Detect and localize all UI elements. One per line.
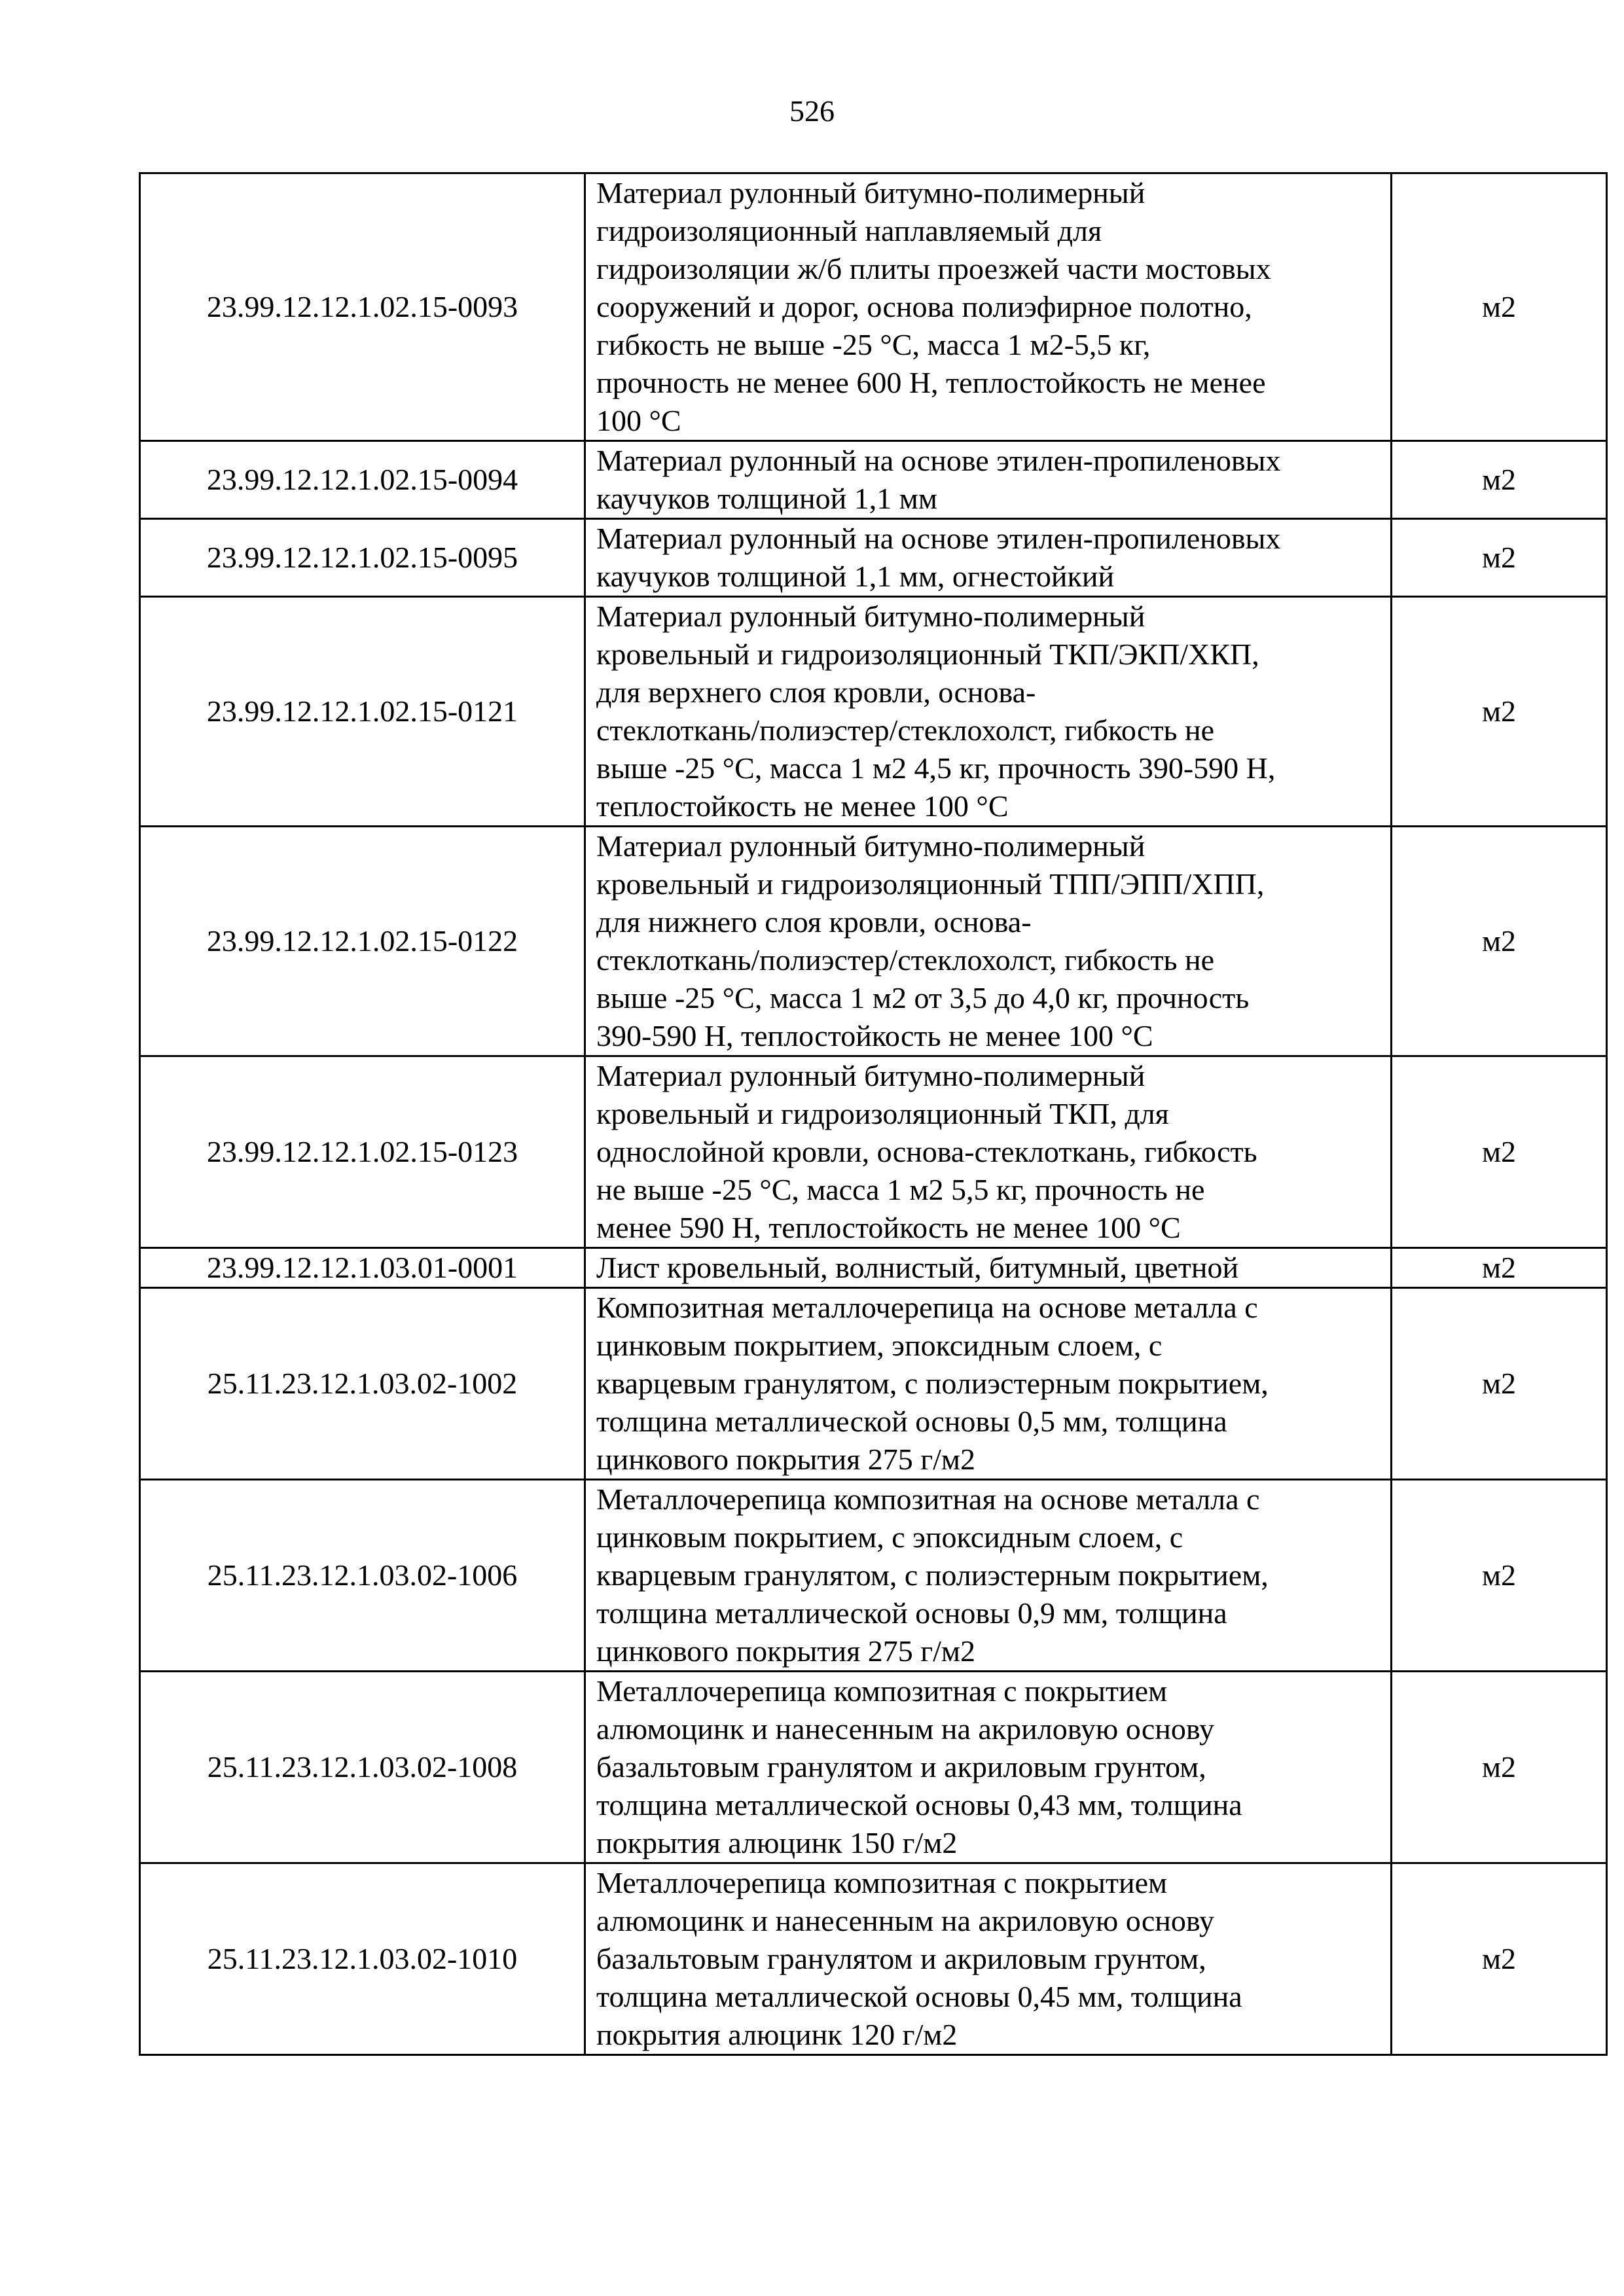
table-row — [140, 1056, 1607, 1248]
description-line: Материал рулонный битумно-полимерный — [596, 176, 1146, 209]
resource-code-cell: 25.11.23.12.1.03.02-1008 — [140, 1672, 585, 1863]
resource-description-cell — [585, 1056, 1392, 1248]
table-row — [140, 827, 1607, 1056]
unit-cell: м2 — [1392, 1672, 1607, 1863]
resource-description-cell — [585, 1480, 1392, 1672]
description-line: цинковым покрытием, эпоксидным слоем, с — [596, 1329, 1163, 1362]
description-line: базальтовым гранулятом и акриловым грунтом, — [596, 1750, 1206, 1784]
unit-cell: м2 — [1392, 441, 1607, 519]
description-line: толщина металлической основы 0,45 мм, толщина — [596, 1980, 1242, 2013]
description-line: толщина металлической основы 0,5 мм, толщина — [596, 1405, 1227, 1438]
description-line: цинковым покрытием, с эпоксидным слоем, с — [596, 1520, 1183, 1554]
resource-description-cell — [585, 1248, 1392, 1288]
description-line: выше -25 °С, масса 1 м2 от 3,5 до 4,0 кг, прочность — [596, 981, 1250, 1014]
description-line: покрытия алюцинк 150 г/м2 — [596, 1826, 958, 1859]
resource-code-cell: 25.11.23.12.1.03.02-1010 — [140, 1863, 585, 2055]
unit-cell: м2 — [1392, 597, 1607, 827]
description-line: Лист кровельный, волнистый, битумный, цветной — [596, 1251, 1239, 1284]
description-line: гидроизоляции ж/б плиты проезжей части мостовых — [596, 252, 1271, 285]
unit-cell: м2 — [1392, 1248, 1607, 1288]
description-line: кварцевым гранулятом, с полиэстерным покрытием, — [596, 1367, 1269, 1400]
description-line: стеклоткань/полиэстер/стеклохолст, гибкость не — [596, 943, 1215, 977]
resource-description-cell — [585, 1672, 1392, 1863]
description-line: кровельный и гидроизоляционный ТКП/ЭКП/ХКП, — [596, 637, 1259, 671]
description-line: Материал рулонный битумно-полимерный — [596, 1059, 1146, 1092]
description-line: кровельный и гидроизоляционный ТПП/ЭПП/ХПП, — [596, 867, 1265, 901]
resource-description-cell — [585, 1288, 1392, 1480]
page-number: 526 — [789, 94, 835, 128]
description-line: цинкового покрытия 275 г/м2 — [596, 1443, 975, 1476]
table-row — [140, 1288, 1607, 1480]
description-line: для верхнего слоя кровли, основа- — [596, 675, 1036, 709]
table-row — [140, 519, 1607, 597]
table-row — [140, 1480, 1607, 1672]
table-row — [140, 1863, 1607, 2055]
description-line: толщина металлической основы 0,43 мм, толщина — [596, 1788, 1242, 1821]
resource-description-cell — [585, 597, 1392, 827]
description-line: выше -25 °С, масса 1 м2 4,5 кг, прочность 390-590 Н, — [596, 751, 1276, 785]
description-line: каучуков толщиной 1,1 мм, огнестойкий — [596, 560, 1115, 593]
resource-code-cell: 23.99.12.12.1.02.15-0123 — [140, 1056, 585, 1248]
unit-cell: м2 — [1392, 1056, 1607, 1248]
description-line: Материал рулонный битумно-полимерный — [596, 600, 1146, 633]
resource-description-cell — [585, 441, 1392, 519]
description-line: Металлочерепица композитная с покрытием — [596, 1866, 1168, 1899]
description-line: менее 590 Н, теплостойкость не менее 100 °С — [596, 1211, 1181, 1244]
description-line: 390-590 Н, теплостойкость не менее 100 °С — [596, 1019, 1153, 1052]
description-line: Материал рулонный на основе этилен-пропиленовых — [596, 444, 1281, 477]
description-line: каучуков толщиной 1,1 мм — [596, 482, 937, 515]
description-line: кровельный и гидроизоляционный ТКП, для — [596, 1097, 1169, 1130]
description-line: Металлочерепица композитная с покрытием — [596, 1674, 1168, 1708]
description-line: покрытия алюцинк 120 г/м2 — [596, 2018, 958, 2051]
resource-description-cell — [585, 1863, 1392, 2055]
resource-code-cell: 25.11.23.12.1.03.02-1006 — [140, 1480, 585, 1672]
materials-table — [139, 172, 1608, 2056]
description-line: Металлочерепица композитная на основе металла с — [596, 1482, 1260, 1516]
table-row — [140, 173, 1607, 441]
description-line: цинкового покрытия 275 г/м2 — [596, 1634, 975, 1668]
unit-cell: м2 — [1392, 827, 1607, 1056]
resource-description-cell — [585, 827, 1392, 1056]
table-row — [140, 441, 1607, 519]
materials-table-body — [140, 173, 1607, 2055]
description-line: гибкость не выше -25 °С, масса 1 м2-5,5 кг, — [596, 328, 1151, 361]
unit-cell: м2 — [1392, 173, 1607, 441]
resource-code-cell: 23.99.12.12.1.02.15-0122 — [140, 827, 585, 1056]
description-line: теплостойкость не менее 100 °С — [596, 789, 1009, 823]
description-line: стеклоткань/полиэстер/стеклохолст, гибкость не — [596, 713, 1215, 747]
unit-cell: м2 — [1392, 519, 1607, 597]
resource-code-cell: 23.99.12.12.1.02.15-0121 — [140, 597, 585, 827]
description-line: базальтовым гранулятом и акриловым грунтом, — [596, 1942, 1206, 1975]
resource-description-cell — [585, 173, 1392, 441]
description-line: кварцевым гранулятом, с полиэстерным покрытием, — [596, 1558, 1269, 1592]
unit-cell: м2 — [1392, 1288, 1607, 1480]
description-line: сооружений и дорог, основа полиэфирное полотно, — [596, 290, 1252, 323]
description-line: Материал рулонный на основе этилен-пропиленовых — [596, 522, 1281, 555]
description-line: однослойной кровли, основа-стеклоткань, гибкость — [596, 1135, 1257, 1168]
table-row — [140, 597, 1607, 827]
table-row — [140, 1672, 1607, 1863]
description-line: Композитная металлочерепица на основе металла с — [596, 1291, 1258, 1324]
unit-cell: м2 — [1392, 1863, 1607, 2055]
resource-code-cell: 23.99.12.12.1.02.15-0093 — [140, 173, 585, 441]
description-line: толщина металлической основы 0,9 мм, толщина — [596, 1596, 1227, 1630]
description-line: 100 °С — [596, 404, 681, 437]
description-line: гидроизоляционный наплавляемый для — [596, 214, 1102, 247]
description-line: алюмоцинк и нанесенным на акриловую основу — [596, 1712, 1215, 1746]
description-line: алюмоцинк и нанесенным на акриловую основу — [596, 1904, 1215, 1937]
description-line: не выше -25 °С, масса 1 м2 5,5 кг, прочность не — [596, 1173, 1205, 1206]
resource-code-cell: 25.11.23.12.1.03.02-1002 — [140, 1288, 585, 1480]
unit-cell: м2 — [1392, 1480, 1607, 1672]
description-line: для нижнего слоя кровли, основа- — [596, 905, 1032, 939]
resource-code-cell: 23.99.12.12.1.02.15-0094 — [140, 441, 585, 519]
description-line: прочность не менее 600 Н, теплостойкость не менее — [596, 366, 1266, 399]
resource-description-cell — [585, 519, 1392, 597]
resource-code-cell: 23.99.12.12.1.03.01-0001 — [140, 1248, 585, 1288]
description-line: Материал рулонный битумно-полимерный — [596, 829, 1146, 863]
resource-code-cell: 23.99.12.12.1.02.15-0095 — [140, 519, 585, 597]
table-row — [140, 1248, 1607, 1288]
